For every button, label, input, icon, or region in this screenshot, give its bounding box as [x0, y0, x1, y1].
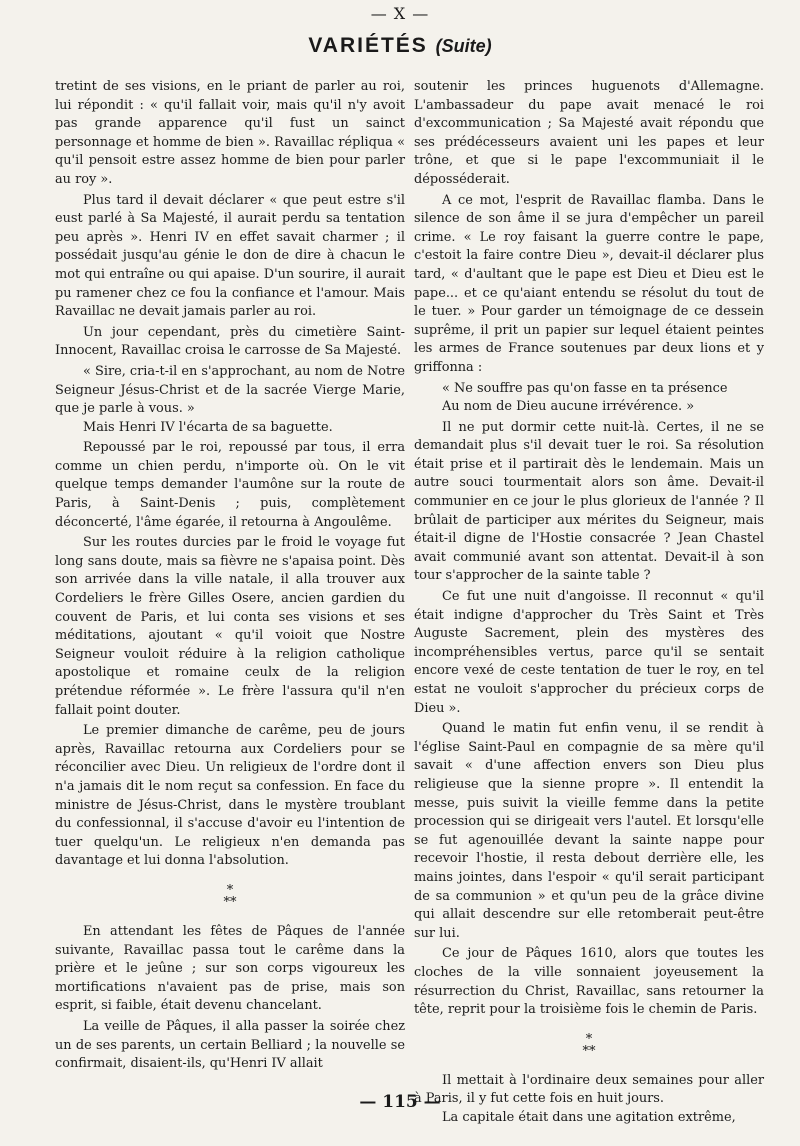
section-title — [0, 34, 800, 58]
paragraph: Repoussé par le roi, repoussé par tous, il erra comme un chien perdu, n'importe où. On le vit quelque temps demander l'aumône sur la route de Paris, à Saint-Denis ; puis, complètement déconcerté, l'âme égarée, il retourna à Angoulême. — [55, 440, 405, 530]
section-title-text: VARIÉTÉS — [308, 34, 428, 57]
page-number: — 115 — — [359, 1092, 441, 1112]
section-title-suffix: (Suite) — [435, 36, 492, 56]
left-column — [55, 78, 405, 1074]
paragraph: La veille de Pâques, il alla passer la soirée chez un de ses parents, un certain Belliard ; la nouvelle se confirmait, disaient-ils, qu'Henri IV allait — [55, 1018, 405, 1072]
separator-star: * — [226, 882, 234, 898]
paragraph: Le premier dimanche de carême, peu de jours après, Ravaillac retourna aux Cordeliers pour se réconcilier avec Dieu. Un religieux de l'ordre dont il n'a jamais dit le nom reçut sa confession. En face du ministre de Jésus-Christ, dans le mystère troublant du confessionnal, il s'accuse d'avoir eu l'intention de tuer quelqu'un. Le religieux n'en demanda pas davantage et lui donna l'absolution. — [55, 723, 405, 869]
paragraph: A ce mot, l'esprit de Ravaillac flamba. Dans le silence de son âme il se jura d'empêcher un pareil crime. « Le roy faisant la guerre contre le pape, c'estoit la faire contre Dieu », devait-il déclarer plus tard, « d'aultant que le pape est Dieu et Dieu est le pape... et ce qu'aiant entendu se résolut du tout de le tuer. » Pour garder un témoignage de ce dessein suprême, il prit un papier sur lequel étaient peintes les armes de France soutenues par deux lions et y griffonna : — [414, 192, 764, 375]
section-separator — [55, 882, 405, 910]
paragraph: En attendant les fêtes de Pâques de l'année suivante, Ravaillac passa tout le carême dans la prière et le jeûne ; sur son corps vigoureux les mortifications n'avaient pas de prise, mais son esprit, si faible, était devenu chancelant. — [55, 923, 405, 1014]
section-separator — [414, 1031, 764, 1059]
paragraph: Un jour cependant, près du cimetière Saint-Innocent, Ravaillac croisa le carrosse de Sa Majesté. — [55, 324, 405, 359]
separator-star: * — [582, 1043, 589, 1059]
paragraph: Ce fut une nuit d'angoisse. Il reconnut « qu'il était indigne d'approcher du Très Saint et Très Auguste Sacrement, plein des mystères des incompréhensibles vertus, parce qu'il se sentait encore vexé de ceste tentation de tuer le roy, en tel estat ne vouloit s'approcher du précieux corps de Dieu ». — [414, 589, 764, 716]
paragraph: soutenir les princes huguenots d'Allemagne. L'ambassadeur du pape avait menacé le roi d'excommunication ; Sa Majesté avait répondu que ses prédécesseurs avaient uni les papes et leur trône, et que si le pape l'excommuniait il le déposséderait. — [414, 79, 764, 187]
separator-star: * — [585, 1031, 593, 1047]
paragraph: Ce jour de Pâques 1610, alors que toutes les cloches de la ville sonnaient joyeusement la résurrection du Christ, Ravaillac, sans retourner la tête, reprit pour la troisième fois le chemin de Paris. — [414, 946, 764, 1018]
paragraph: tretint de ses visions, en le priant de parler au roi, lui répondit : « qu'il fallait voir, mais qu'il n'y avoit pas grande apparence qu'il fust un sainct personnage et homme de bien ». Ravaillac répliqua « qu'il pensoit estre assez homme de bien pour parler au roy ». — [55, 79, 405, 187]
separator-star: * — [589, 1043, 596, 1059]
page-roman-numeral: — X — — [370, 4, 430, 23]
verse-line: Au nom de Dieu aucune irrévérence. » — [442, 399, 695, 415]
verse-line: « Ne souffre pas qu'on fasse en ta présence — [442, 380, 728, 396]
paragraph: « Sire, cria-t-il en s'approchant, au nom de Notre Seigneur Jésus-Christ et de la sacrée Vierge Marie, que je parle à vous. » — [55, 363, 405, 417]
separator-star-pair — [55, 894, 405, 910]
paragraph: Plus tard il devait déclarer « que peut estre s'il eust parlé à Sa Majesté, il aurait perdu sa tentation peu après ». Henri IV en effet savait charmer ; il possédait jusqu'au génie le don de dire à chacun le mot qui entraîne ou qui apaise. D'un sourire, il aurait pu ramener chez ce fou la confiance et l'amour. Mais Ravaillac ne devait jamais parler au roi. — [55, 192, 405, 320]
paragraph: Quand le matin fut enfin venu, il se rendit à l'église Saint-Paul en compagnie de sa mère qu'il savait « d'une affection envers son Dieu plus religieuse que la sienne propre ». Il entendit la messe, puis suivit la vieille femme dans la petite procession qui se dirigeait vers l'autel. Et lorsqu'elle se fut agenouillée devant la sainte nappe pour recevoir l'hostie, il resta debout derrière elle, les mains jointes, dans l'espoir « qu'il serait participant de sa communion » et qu'un peu de la grâce divine qui allait descendre sur elle retomberait peut-être sur lui. — [414, 721, 764, 941]
right-column — [414, 78, 764, 1127]
paragraph: Mais Henri IV l'écarta de sa baguette. — [83, 419, 333, 435]
paragraph: Sur les routes durcies par le froid le voyage fut long sans doute, mais sa fièvre ne s'apaisa point. Dès son arrivée dans la ville natale, il alla trouver aux Cordeliers le frère Gilles Osere, ancien gardien du couvent de Paris, et lui conta ses visions et ses méditations, ajoutant « qu'il voioit que Nostre Seigneur vouloit réduire à la religion catholique apostolique et romaine ceulx de la religion prétendue réformée ». Le frère l'assura qu'il n'en fallait point douter. — [55, 535, 405, 718]
separator-star: * — [230, 894, 237, 910]
paragraph: Il mettait à l'ordinaire deux semaines pour aller à Paris, il y fut cette fois en huit jours. — [414, 1072, 764, 1107]
paragraph: La capitale était dans une agitation extrême, — [442, 1109, 736, 1125]
paragraph: Il ne put dormir cette nuit-là. Certes, il ne se demandait plus s'il devait tuer le roi. Sa résolution était prise et il partirait dès le lendemain. Mais un autre souci tourmentait alors son âme. Devait-il communier en ce jour le plus glorieux de l'année ? Il brûlait de participer aux mérites du Seigneur, mais était-il digne de l'Hostie consacrée ? Jean Chastel avait communié avant son attentat. Devait-il à son tour s'approcher de la sainte table ? — [414, 419, 764, 584]
separator-star-pair — [414, 1043, 764, 1059]
separator-star: * — [223, 894, 230, 910]
